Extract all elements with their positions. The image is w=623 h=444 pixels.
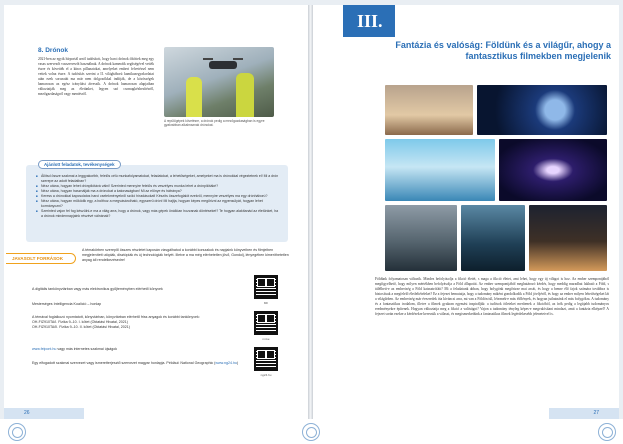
film-image-collage [385, 85, 607, 271]
resource-org [32, 361, 242, 366]
book-spread [4, 5, 619, 419]
photo-person [186, 77, 202, 117]
tasks-list [36, 174, 280, 219]
task-item: ■ Szerinted vajon fel fog készülni-e ma a világ arra, hogy a drónok, vagy más gépek önállóan hozzanak döntéseket? Te hogyan alakítanád az életünket, ha a drónok mindennapjaink részévé válnának? [36, 209, 280, 218]
resource-book-1: OH-FIZ910TA/I. Fizika 9–10. I. kötet (Oktatási Hivatal, 2021) [32, 319, 129, 324]
left-page [4, 5, 308, 419]
page-number-box [4, 408, 84, 419]
task-item: ■ Állítsd össze szakmai a leggyakoribb, felelős célú munkafolyamatokat, feladatokat, a lehetőségeket, amelyeket ma is drónokkal végeztetnek el! Mi a drón szerepe az adott feladatban? [36, 174, 280, 183]
page-number-box [549, 408, 619, 419]
resources-intro: A témakörben szereplő összes részletet kapcsán vizsgálhatod a korábbi korszakok és napjaink könyveiben és filmjeiben megjelenített utópiák, disztópiák és új technológiák helyét. Illetve a ma még elérhetetlen jövő, Gondolj, lényegében kimeríthetetlen anyag áll rendelkezésedre! [82, 248, 289, 262]
qr-label: mi.ke [262, 337, 270, 341]
photo-person [236, 73, 254, 117]
space-station-image [477, 85, 607, 135]
task-item: ■ Keress a drónokkal kapcsolatos harci cselekményekről szóló híradásokat! Készíts összefoglalót ezekről, mennyire veszélyes ma egy drónháború? [36, 194, 280, 199]
ng24-link[interactable]: www.ng24.hu [215, 361, 237, 365]
qr-label: MII [263, 301, 269, 305]
drone-icon [209, 61, 237, 69]
resource-digital-books: A digitális tankönyvtárban vagy más elektronikus gyűjteményben elérhető könyvek [32, 287, 163, 291]
resource-book-2: OH-FIZ910TA/II. Fizika 9–10. II. kötet (Oktatási Hivatal, 2021) [32, 324, 130, 329]
qr-label: ng24.hu [260, 373, 272, 377]
ruined-city-image [385, 205, 457, 271]
resource-ai-coalition: Mesterséges Intelligencia Koalíció – honlap [32, 302, 102, 306]
section-text: 2021-ben az egyik hírportál arról tudósított, hogy harci drónok öltöttek meg egy vasas szervezőt vasszervezőt használnak. A drónok kameráik segítségével vették észre és követték el a kínos pillanatokat, amelyeket emberi felvetéssel nem vettek volna észre. A tudósítás szerint a II. világháború kamikazegyakorlatai után ezek sorozatát ma már nem dolgozókkal indítják, de a közösségek hamarosan az egész irányítást átveszik. A drónok hamarosan alapjaiban változtatják meg az életünket, legyen szó csomagkézbesítésről, mezőgazdaságról vagy mentésről. [38, 57, 154, 96]
underwater-city-image [461, 205, 525, 271]
right-page [313, 5, 619, 419]
qr-code-icon[interactable] [254, 311, 278, 335]
chapter-intro-text: Földünk folyamatosan változik. Mindez befolyásolja a fikció életét, s maga a fikció életet, ami lehet, hogy egy új világot is hoz. Az ember szempontjából megfigyelhető, hogy milyen mértékben befolyásolja a Föld állapotát. Az ember szempontjából meghatározó kérdés, hogy meddig maradhat lakható a Föld, s túlélheti-e az emberiség a Föld katasztrófáit? Mi a feladatunk abban, hogy bolygónk megőrizze mai arcát, és hogy a benne élő fajok számára továbbra is biztosítsuk a megfelelő életfeltételeket? Ez a fejezet bemutatja, hogy a tudomány miként gondolkodik a Föld jövőjéről, és hogy az ember milyen lehetőségeket lát a világűrben. Az emberiség már évezredek óta kíváncsi arra, mi van a Földön túl, léteznek-e más élőlények, és hogyan juthatnánk el más bolygókra. A tudomány és a fantasztikus irodalom, illetve a filmek gyakran egymást inspirálják: a tudósok ötleteket merítenek a fikcióból, az írók pedig a legújabb tudományos eredményekre építenek. Hogyan változtatja meg a fikció a valóságot? Vajon a tudomány tényleg képes-e megvalósítani mindazt, amit a fantázia elképzel? A fejezet során ezekre a kérdésekre keressük a választ, és megismerkedünk a fantasztikus filmek legérdekesebb jeleneteivel is. [375, 277, 609, 316]
chapter-number: III. [357, 11, 383, 31]
task-item: ■ Nézz utána, hogyan lehet drónpilótává válni! Szerinted mennyire felelős és veszélyes munka lehet a drónpilótáké? [36, 184, 280, 189]
resource-org-end: ) [236, 361, 239, 365]
resource-org-text: Egy elfogadott szakmai szervezet vagy ismeretterjesztő szervezet magyar honlapja. Például: National Geographic ( [32, 361, 216, 365]
resource-printed-intro: A témával foglalkozó nyomtatott, könyvtárban, könyvtárban elérhető friss anyagok és korábbi tankönyvek: [32, 315, 200, 319]
sunset-tower-image [529, 205, 607, 271]
tasks-heading: Ajánlott feladatok, tevékenységek [38, 160, 121, 169]
page-number: 27 [593, 410, 599, 416]
publisher-logo-icon [598, 423, 616, 441]
qr-code-icon[interactable] [254, 275, 278, 299]
felpont-link[interactable]: www.felpont.hu [32, 347, 57, 351]
resource-journals-text: vagy más internetes szakmai újságok [56, 347, 118, 351]
floating-city-image [385, 139, 495, 201]
task-item: ■ Nézz utána, hogyan működik egy, a bolthoz a megvásárolható, egyszerű drón! Mi hajtja, hogyan képes megőrizni az egyensúlyát, hogyan lehet kormányozni? [36, 199, 280, 208]
chapter-badge [343, 5, 395, 37]
photo-caption: A repülőgépek követésre, a drónok pedig a mezőgazdaságban is egyre gyakrabban alkalmaznak drónokat. [164, 119, 265, 127]
resources-label: JAVASOLT FORRÁSOK [6, 253, 76, 264]
tasks-box [26, 162, 288, 242]
mars-rover-image [385, 85, 473, 135]
page-number: 26 [24, 410, 30, 416]
qr-code-icon[interactable] [254, 347, 278, 371]
task-item: ■ Nézz utána, hogyan használják ma a drónokat a katonaságban! Mi az előnye és hátránya? [36, 189, 280, 194]
resource-journals [32, 347, 242, 352]
section-title: 8. Drónok [38, 47, 68, 54]
publisher-logo-icon [302, 423, 320, 441]
spaceship-image [499, 139, 607, 201]
drone-photo [164, 47, 274, 117]
chapter-title: Fantázia és valóság: Földünk és a világűr, ahogy a fantasztikus filmekben megjelenik [395, 40, 611, 61]
resource-printed [32, 315, 242, 329]
publisher-logo-icon [8, 423, 26, 441]
